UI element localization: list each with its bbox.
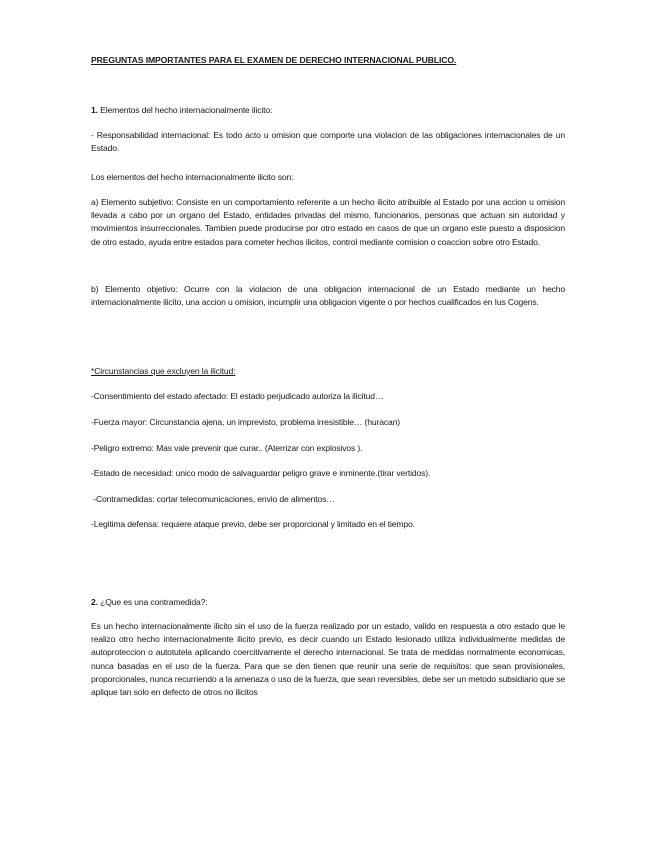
element-subjetivo-paragraph: a) Elemento subjetivo: Consiste en un comportamiento referente a un hecho ilicito atribuible al Estado por una accion u omision llevada a cabo por un organo del Estado, entidades privadas del mismo, funcionarios, personas que actuan sin autoridad y movimientos insurreccionales. Tambien puede producirse por otro estado en casos de que un organo este puesto a disposicion de otro estado, ayuda entre estados para cometer hechos ilicitos, control mediante comision o coaccion sobre otro Estado. [91,197,565,247]
section-1-number: 1. [91,105,98,115]
circumstance-item: -Contramedidas: cortar telecomunicaciones, envio de alimentos… [91,494,335,504]
circumstance-item: -Legitima defensa: requiere ataque previo, debe ser proporcional y limitado en el tiempo. [91,519,415,529]
element-objetivo-paragraph: b) Elemento objetivo: Ocurre con la violacion de una obligacion internacional de un Estado mediante un hecho internacionalmente ilicito, una accion u omision, incumplir una obligacion vigente o por hechos cualificados en Ius Cogens. [91,284,565,308]
responsabilidad-definition: - Responsabilidad internacional: Es todo acto u omision que comporte una violacion de las obligaciones internacionales de un Estado. [91,130,565,154]
section-1-heading-text: Elementos del hecho internacionalmente ilicito: [100,105,273,115]
section-2-number: 2. [91,597,98,607]
document-title: PREGUNTAS IMPORTANTES PARA EL EXAMEN DE DERECHO INTERNACIONAL PUBLICO. [91,55,457,65]
circumstances-heading: *Circunstancias que excluyen la ilicitud: [91,366,236,376]
section-1-heading [91,104,565,117]
elements-intro: Los elementos del hecho internacionalmente ilicito son: [91,172,294,182]
contramedida-paragraph: Es un hecho internacionalmente ilicito sin el uso de la fuerza realizado por un estado, valido en respuesta a otro estado que le realizo otro hecho internacionalmente ilicito previo, es decir cuando un Estado lesionado utiliza individualmente medidas de autoproteccion o autotutela aplicando coercitivamente el derecho internacional. Se trata de medidas normalmente economicas, nunca basadas en el uso de la fuerza. Para que se den tienen que reunir una serie de requisitos: que sean provisionales, proporcionales, nunca recurriendo a la amenaza o uso de la fuerza, que sean reversibles, debe ser un metodo subsidiario que se aplique tan solo en defecto de otros no ilicitos [91,621,565,698]
section-2-heading-text: ¿Que es una contramedida?: [100,597,208,607]
circumstance-item: -Fuerza mayor: Circunstancia ajena, un imprevisto, problema irresistible… (huracan) [91,417,400,427]
section-2-heading [91,596,565,609]
circumstance-item: -Estado de necesidad: unico modo de salvaguardar peligro grave e inminente.(tirar vertidos). [91,468,431,478]
circumstance-item: -Consentimiento del estado afectado: El estado perjudicado autoriza la ilicitud… [91,391,384,401]
circumstance-item: -Peligro extremo: Mas vale prevenir que curar.. (Aterrizar con explosivos ). [91,443,363,453]
